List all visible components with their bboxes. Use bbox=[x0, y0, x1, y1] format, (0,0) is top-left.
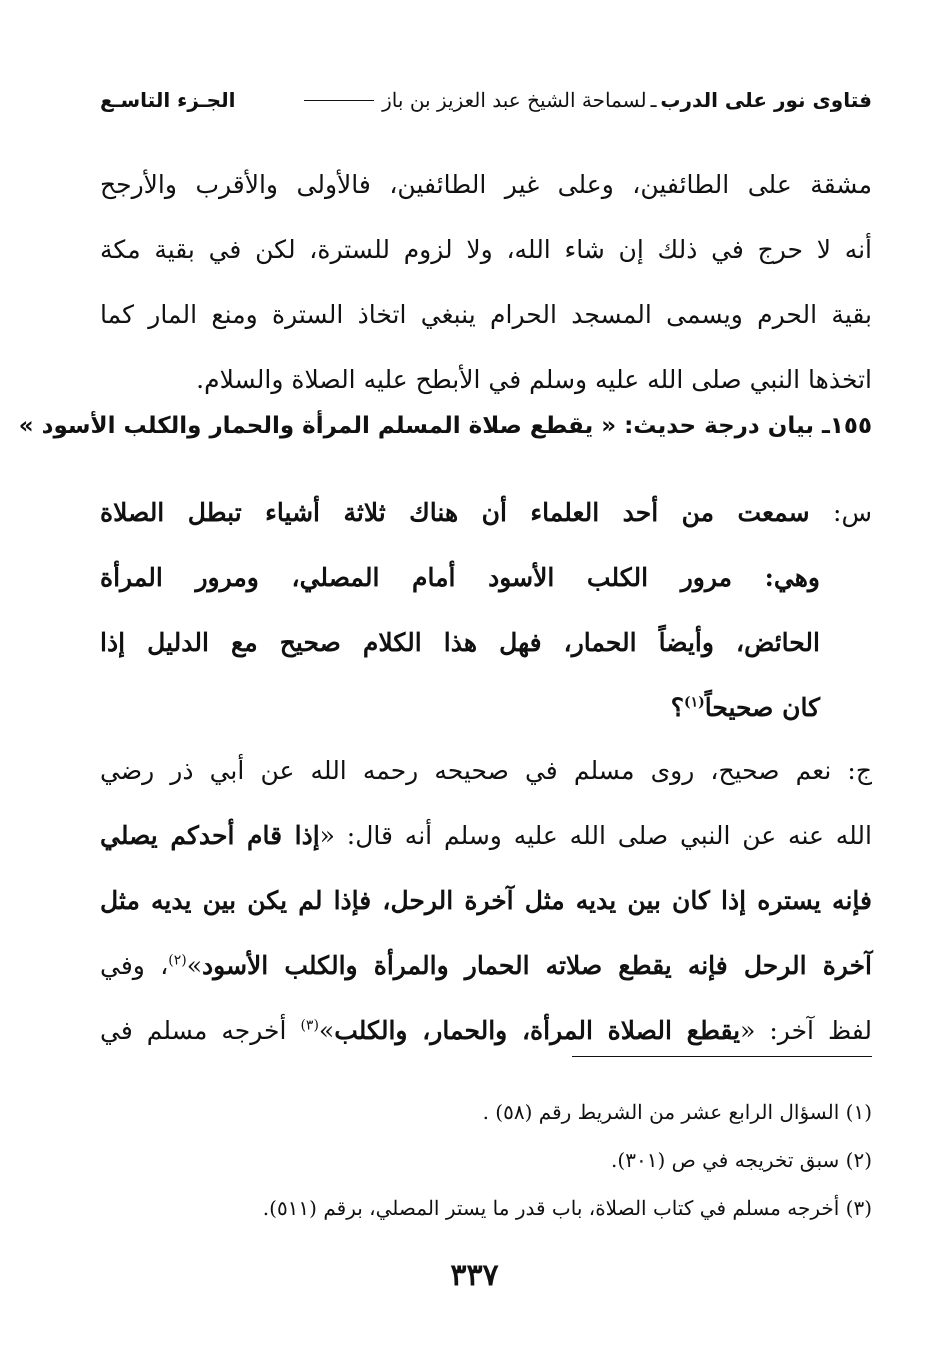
author-name: لسماحة الشيخ عبد العزيز بن باز bbox=[382, 88, 647, 112]
question-text: كان صحيحاً bbox=[704, 693, 820, 722]
question-line bbox=[100, 480, 872, 545]
section-heading: ١٥٥ـ بيان درجة حديث: « يقطع صلاة المسلم المرأة والحمار والكلب الأسود » bbox=[18, 413, 872, 439]
footnote-ref: (٣) bbox=[300, 1017, 319, 1034]
footnote: (١) السؤال الرابع عشر من الشريط رقم (٥٨) . bbox=[482, 1100, 872, 1124]
footnote-ref: (٢) bbox=[168, 952, 187, 969]
question-line: الحائض، وأيضاً الحمار، فهل هذا الكلام صحيح مع الدليل إذا bbox=[100, 628, 820, 657]
answer-paragraph bbox=[100, 738, 872, 1063]
footnote: (٣) أخرجه مسلم في كتاب الصلاة، باب قدر ما يستر المصلي، برقم (٥١١). bbox=[262, 1196, 872, 1220]
volume-label: الجـزء التاسـع bbox=[100, 88, 236, 112]
hadith-text: إذا قام أحدكم يصلي bbox=[100, 821, 320, 850]
page-number: ٣٣٧ bbox=[450, 1258, 499, 1293]
quote-close: » bbox=[186, 951, 203, 980]
header-separator: ـ bbox=[650, 88, 657, 112]
answer-line bbox=[100, 933, 872, 998]
answer-line: ج: نعم صحيح، روى مسلم في صحيحه رحمه الله عن أبي ذر رضي bbox=[100, 756, 872, 785]
footnote-ref: (١) bbox=[683, 694, 705, 711]
question-prefix: س: bbox=[833, 498, 872, 527]
hadith-line: فإنه يستره إذا كان بين يديه مثل آخرة الرحل، فإذا لم يكن بين يديه مثل bbox=[100, 886, 872, 915]
question-mark: ؟ bbox=[670, 693, 684, 722]
hadith-text: آخرة الرحل فإنه يقطع صلاته الحمار والمرأة والكلب الأسود bbox=[202, 951, 872, 980]
intro-line: أنه لا حرج في ذلك إن شاء الله، ولا لزوم للسترة، لكن في بقية مكة bbox=[100, 235, 872, 264]
footnote-divider bbox=[572, 1056, 872, 1057]
book-title: فتاوى نور على الدرب bbox=[660, 88, 872, 112]
question-line bbox=[100, 675, 872, 740]
intro-line: بقية الحرم ويسمى المسجد الحرام ينبغي اتخاذ السترة ومنع المار كما bbox=[100, 300, 872, 329]
answer-line bbox=[100, 803, 872, 868]
intro-paragraph bbox=[100, 152, 872, 412]
footnotes bbox=[100, 1088, 872, 1232]
header-rule bbox=[304, 100, 374, 101]
quote-close: » bbox=[318, 1016, 335, 1045]
question-paragraph bbox=[100, 480, 872, 740]
running-header bbox=[100, 88, 872, 112]
question-text: سمعت من أحد العلماء أن هناك ثلاثة أشياء تبطل الصلاة bbox=[100, 498, 810, 527]
question-line: وهي: مرور الكلب الأسود أمام المصلي، ومرور المرأة bbox=[100, 563, 820, 592]
hadith-text: يقطع الصلاة المرأة، والحمار، والكلب bbox=[334, 1016, 741, 1045]
answer-text: لفظ آخر: « bbox=[740, 1016, 872, 1045]
answer-text: الله عنه عن النبي صلى الله عليه وسلم أنه قال: « bbox=[319, 821, 872, 850]
answer-text: ، وفي bbox=[100, 951, 169, 980]
intro-line: مشقة على الطائفين، وعلى غير الطائفين، فالأولى والأقرب والأرجح bbox=[100, 170, 872, 199]
answer-line bbox=[100, 998, 872, 1063]
intro-line: اتخذها النبي صلى الله عليه وسلم في الأبطح عليه الصلاة والسلام. bbox=[196, 365, 872, 394]
answer-text: أخرجه مسلم في bbox=[100, 1016, 301, 1045]
footnote: (٢) سبق تخريجه في ص (٣٠١). bbox=[611, 1148, 872, 1172]
header-title-group bbox=[296, 88, 872, 112]
